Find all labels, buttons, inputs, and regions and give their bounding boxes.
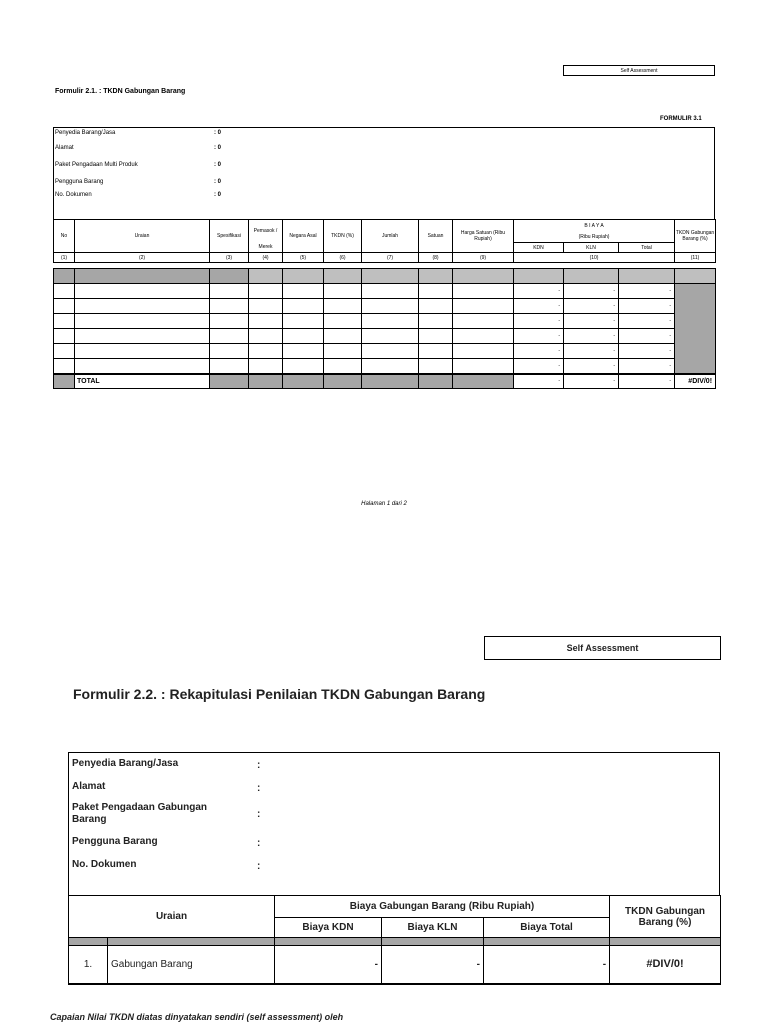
info-label-alamat: Alamat xyxy=(55,145,74,151)
col-number: (8) xyxy=(419,253,453,263)
recap-row-total: - xyxy=(484,946,610,984)
col-number: (9) xyxy=(453,253,514,263)
col-number: (10) xyxy=(514,253,675,263)
col-number: (7) xyxy=(362,253,419,263)
header-merek: Merek xyxy=(249,243,283,253)
table-row xyxy=(69,946,721,984)
header-uraian: Uraian xyxy=(75,220,210,253)
info2-label-pengguna: Pengguna Barang xyxy=(72,836,158,847)
col-number: (5) xyxy=(283,253,324,263)
header-harga: Harga Satuan (Ribu Rupiah) xyxy=(453,220,514,253)
recap-header-biaya: Biaya Gabungan Barang (Ribu Rupiah) xyxy=(275,896,610,918)
header-negara: Negara Asal xyxy=(283,220,324,253)
header-tkdn: TKDN (%) xyxy=(324,220,362,253)
recap-header-total: Biaya Total xyxy=(484,918,610,938)
info-label-penyedia: Penyedia Barang/Jasa xyxy=(55,130,116,136)
info-value-paket: : 0 xyxy=(214,162,222,168)
recap-header-kdn: Biaya KDN xyxy=(275,918,382,938)
header-kdn: KDN xyxy=(514,243,564,253)
info2-value-pengguna: : xyxy=(257,838,261,849)
info2-value-dokumen: : xyxy=(257,861,261,872)
header-no: No xyxy=(54,220,75,253)
header-pemasok: Pemasok / xyxy=(249,220,283,243)
footer-note: Capaian Nilai TKDN diatas dinyatakan sendiri (self assessment) oleh xyxy=(50,1012,344,1022)
table-row: - - - xyxy=(54,344,716,359)
form-code: FORMULIR 3.1 xyxy=(660,116,702,122)
info2-value-penyedia: : xyxy=(257,760,261,771)
self-assessment-label: Self Assessment xyxy=(620,67,658,74)
table-row: - - - xyxy=(54,299,716,314)
page-note: Halaman 1 dari 2 xyxy=(361,501,407,507)
info2-value-paket: : xyxy=(257,809,261,820)
col-number: (1) xyxy=(54,253,75,263)
recap-header-tkdn: TKDN Gabungan Barang (%) xyxy=(610,896,721,938)
header-kln: KLN xyxy=(564,243,619,253)
self-assessment-label-2: Self Assessment xyxy=(566,643,639,653)
info2-label-dokumen: No. Dokumen xyxy=(72,859,137,870)
info2-label-paket: Paket Pengadaan Gabungan Barang xyxy=(72,802,208,825)
tkdn-table xyxy=(53,219,716,389)
col-number: (2) xyxy=(75,253,210,263)
table-row: - - - xyxy=(54,284,716,299)
info-section-2 xyxy=(68,752,720,895)
table-row: - - - xyxy=(54,314,716,329)
total-row: TOTAL - - - #DIV/0! xyxy=(54,374,716,389)
col-number: (11) xyxy=(675,253,716,263)
total-label: TOTAL xyxy=(75,374,210,389)
header-tkdn-gabungan: TKDN Gabungan Barang (%) xyxy=(675,220,716,253)
column-number-row xyxy=(54,253,716,263)
info-label-pengguna: Pengguna Barang xyxy=(55,179,104,185)
info2-value-alamat: : xyxy=(257,783,261,794)
col-number: (4) xyxy=(249,253,283,263)
recap-table xyxy=(68,895,721,985)
header-biaya: B I A Y A xyxy=(514,220,675,233)
info-value-alamat: : 0 xyxy=(214,145,222,151)
recap-row-uraian: Gabungan Barang xyxy=(108,946,275,984)
info-value-penyedia: : 0 xyxy=(214,130,222,136)
total-tkdn: #DIV/0! xyxy=(675,374,716,389)
recap-header-uraian: Uraian xyxy=(69,896,275,938)
header-biaya-sub: (Ribu Rupiah) xyxy=(514,233,675,243)
tkdn-gabungan-cell xyxy=(675,284,716,374)
col-number: (3) xyxy=(210,253,249,263)
grey-band-row xyxy=(54,269,716,284)
self-assessment-box xyxy=(563,65,715,76)
info-section xyxy=(53,127,715,219)
table-row: - - - xyxy=(54,329,716,344)
form-title: Formulir 2.1. : TKDN Gabungan Barang xyxy=(55,88,186,95)
header-satuan: Satuan xyxy=(419,220,453,253)
col-number: (6) xyxy=(324,253,362,263)
table-row: - - - xyxy=(54,359,716,374)
form-title-2: Formulir 2.2. : Rekapitulasi Penilaian TKDN Gabungan Barang xyxy=(73,686,486,702)
info-label-dokumen: No. Dokumen xyxy=(55,192,92,198)
recap-header-kln: Biaya KLN xyxy=(382,918,484,938)
header-total: Total xyxy=(619,243,675,253)
recap-row-kdn: - xyxy=(275,946,382,984)
info-label-paket: Paket Pengadaan Multi Produk xyxy=(55,162,138,168)
recap-row-no: 1. xyxy=(69,946,108,984)
info-value-pengguna: : 0 xyxy=(214,179,222,185)
recap-row-tkdn: #DIV/0! xyxy=(610,946,721,984)
header-jumlah: Jumlah xyxy=(362,220,419,253)
self-assessment-box-2 xyxy=(484,636,721,660)
info2-label-penyedia: Penyedia Barang/Jasa xyxy=(72,758,179,769)
info2-label-alamat: Alamat xyxy=(72,781,106,792)
info-value-dokumen: : 0 xyxy=(214,192,222,198)
recap-row-kln: - xyxy=(382,946,484,984)
header-spesifikasi: Spesifikasi xyxy=(210,220,249,253)
